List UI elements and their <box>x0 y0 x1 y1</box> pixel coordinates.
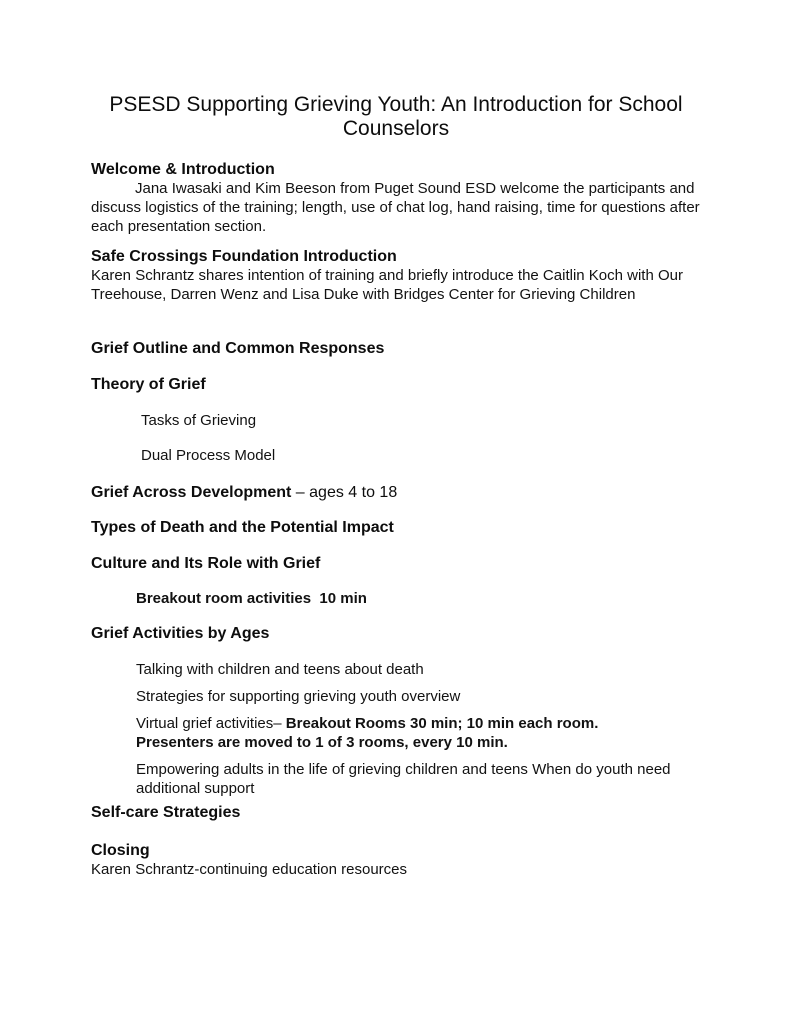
breakout-rooms-bold-text: Breakout Rooms 30 min; 10 min each room. <box>285 715 599 732</box>
list-item-strategies-supporting: Strategies for supporting grieving youth overview <box>136 688 461 705</box>
heading-safe-crossings: Safe Crossings Foundation Introduction <box>91 248 397 265</box>
heading-types-of-death: Types of Death and the Potential Impact <box>91 519 394 536</box>
heading-self-care-strategies: Self-care Strategies <box>91 804 241 821</box>
list-item-breakout-room-activities: Breakout room activities 10 min <box>136 590 367 607</box>
list-item-tasks-of-grieving: Tasks of Grieving <box>141 412 257 429</box>
presenters-bold-text: Presenters are moved to 1 of 3 rooms, every 10 min. <box>136 734 508 751</box>
body-safe-crossings: Karen Schrantz shares intention of training and briefly introduce the Caitlin Koch with Our Treehouse, Darren Wenz and Lisa Duke with Bridges Center for Grieving Children <box>91 267 683 303</box>
list-item-empowering-adults: Empowering adults in the life of grieving children and teens When do youth need additional support <box>136 761 671 797</box>
list-item-dual-process-model: Dual Process Model <box>141 447 276 464</box>
virtual-activities-lead: Virtual grief activities– <box>136 715 286 732</box>
heading-culture-role-grief: Culture and Its Role with Grief <box>91 555 321 572</box>
list-item-talking-with-children: Talking with children and teens about death <box>136 661 424 678</box>
heading-bold-segment: Grief Across Development <box>91 484 292 501</box>
heading-grief-activities-by-ages: Grief Activities by Ages <box>91 625 270 642</box>
body-closing: Karen Schrantz-continuing education resources <box>91 861 408 878</box>
heading-closing: Closing <box>91 842 150 859</box>
heading-grief-across-development <box>91 483 701 502</box>
body-welcome-introduction: Jana Iwasaki and Kim Beeson from Puget Sound ESD welcome the participants and discuss logistics of the training; length, use of chat log, hand raising, time for questions after each presentation section. <box>91 180 700 235</box>
heading-theory-of-grief: Theory of Grief <box>91 376 206 393</box>
heading-grief-outline: Grief Outline and Common Responses <box>91 340 385 357</box>
heading-welcome-introduction: Welcome & Introduction <box>91 161 275 178</box>
list-item-virtual-grief-activities <box>91 714 701 752</box>
heading-regular-suffix: – ages 4 to 18 <box>291 484 398 501</box>
document-title: PSESD Supporting Grieving Youth: An Introduction for School Counselors <box>109 93 683 140</box>
